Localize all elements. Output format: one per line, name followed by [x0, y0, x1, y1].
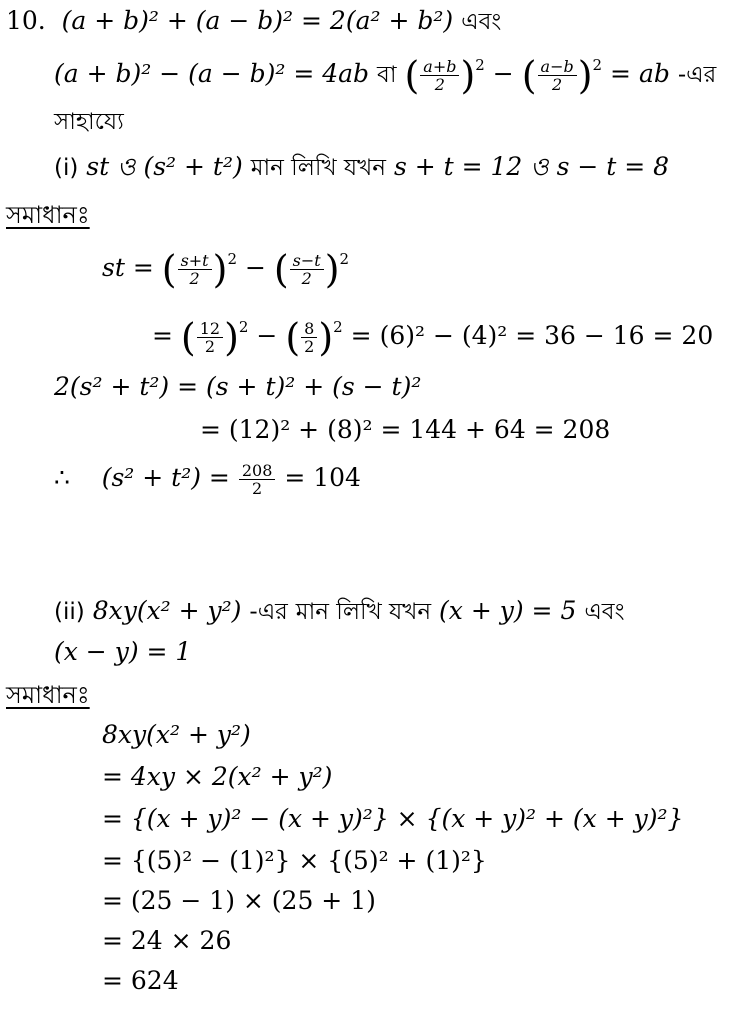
part-ii-step-1: 8xy(x² + y²) [102, 720, 251, 749]
step-2-equals: = [152, 321, 173, 350]
part-ii-step-7: = 624 [102, 966, 179, 995]
part-i-task: মান লিখি যখন [250, 155, 386, 181]
identity-2-lhs: (a + b)² − (a − b)² = 4ab [54, 59, 370, 88]
therefore-symbol: ∴ [54, 463, 70, 492]
fraction-s-plus-t: $\frac{s+t}{2}$ [178, 252, 212, 287]
step-5-result: = 104 [284, 463, 361, 492]
part-i-step-1: st = ( $\frac{s+t}{2}$ )$^2$ − ( $\frac{s-t}{2}$ )$^2$ [102, 247, 350, 292]
step-1-lhs: st = [102, 253, 154, 282]
part-ii-step-3: = {(x + y)² − (x + y)²} × {(x + y)² + (x + y)²} [102, 804, 684, 833]
part-ii-task: মান লিখি যখন [295, 599, 432, 625]
fraction-s-minus-t: $\frac{s-t}{2}$ [290, 252, 324, 287]
fraction-a-plus-b: $\frac{a+b}{2}$ [420, 58, 459, 93]
part-i-step-3: 2(s² + t²) = (s + t)² + (s − t)² [54, 372, 422, 401]
part-ii-and-word: এবং [584, 599, 625, 625]
fraction-208-over-2: $\frac{208}{2}$ [239, 462, 276, 497]
part-i-step-2: = ( $\frac{12}{2}$ )$^2$ − ( $\frac{8}{2}$ )$^2$ = (6)² − (4)² = 36 − 16 = 20 [152, 315, 714, 360]
identity-1: (a + b)² + (a − b)² = 2(a² + b²) [61, 6, 454, 35]
problem-statement-line-1 [6, 6, 501, 37]
part-ii-step-5: = (25 − 1) × (25 + 1) [102, 886, 376, 915]
part-i-expression: st ও (s² + t²) [86, 152, 243, 181]
minus-sign: − [492, 59, 514, 88]
part-ii-step-4: = {(5)² − (1)²} × {(5)² + (1)²} [102, 846, 487, 875]
and-word: এবং [461, 9, 502, 35]
help-word: সাহায্যে [54, 109, 124, 135]
fraction-12-over-2: $\frac{12}{2}$ [197, 320, 223, 355]
part-i-step-5 [54, 462, 361, 497]
part-ii-step-2: = 4xy × 2(x² + y²) [102, 762, 333, 791]
fraction-a-minus-b: $\frac{a-b}{2}$ [538, 58, 577, 93]
solution-heading-ii: সমাধানঃ [6, 681, 90, 709]
step-2-result: = (6)² − (4)² = 36 − 16 = 20 [350, 321, 714, 350]
identity-2-rhs: = ab [610, 59, 670, 88]
of-suffix: -এর [677, 62, 717, 88]
part-ii-label: (ii) [54, 599, 85, 625]
problem-statement-line-2: (a + b)² − (a − b)² = 4ab বা ( $\frac{a+b}{2}$ )$^2$ − ( $\frac{a-b}{2}$ )$^2$ = ab -এর [54, 53, 717, 98]
part-i-condition: s + t = 12 ও s − t = 8 [393, 152, 670, 181]
part-ii-condition-2: (x − y) = 1 [54, 637, 192, 666]
fraction-8-over-2: $\frac{8}{2}$ [301, 320, 317, 355]
part-ii-of-suffix: -এর [249, 599, 288, 625]
or-word: বা [377, 62, 397, 88]
step-5-lhs: (s² + t²) = [101, 463, 230, 492]
part-i-step-4: = (12)² + (8)² = 144 + 64 = 208 [200, 415, 611, 444]
solution-heading-i: সমাধানঃ [6, 201, 90, 229]
part-i-label: (i) [54, 155, 79, 181]
part-ii-condition-1: (x + y) = 5 [439, 596, 577, 625]
part-ii-statement [54, 596, 625, 627]
problem-number: 10. [6, 6, 46, 35]
part-i-statement [54, 152, 669, 183]
part-ii-expression: 8xy(x² + y²) [92, 596, 242, 625]
part-ii-step-6: = 24 × 26 [102, 926, 232, 955]
